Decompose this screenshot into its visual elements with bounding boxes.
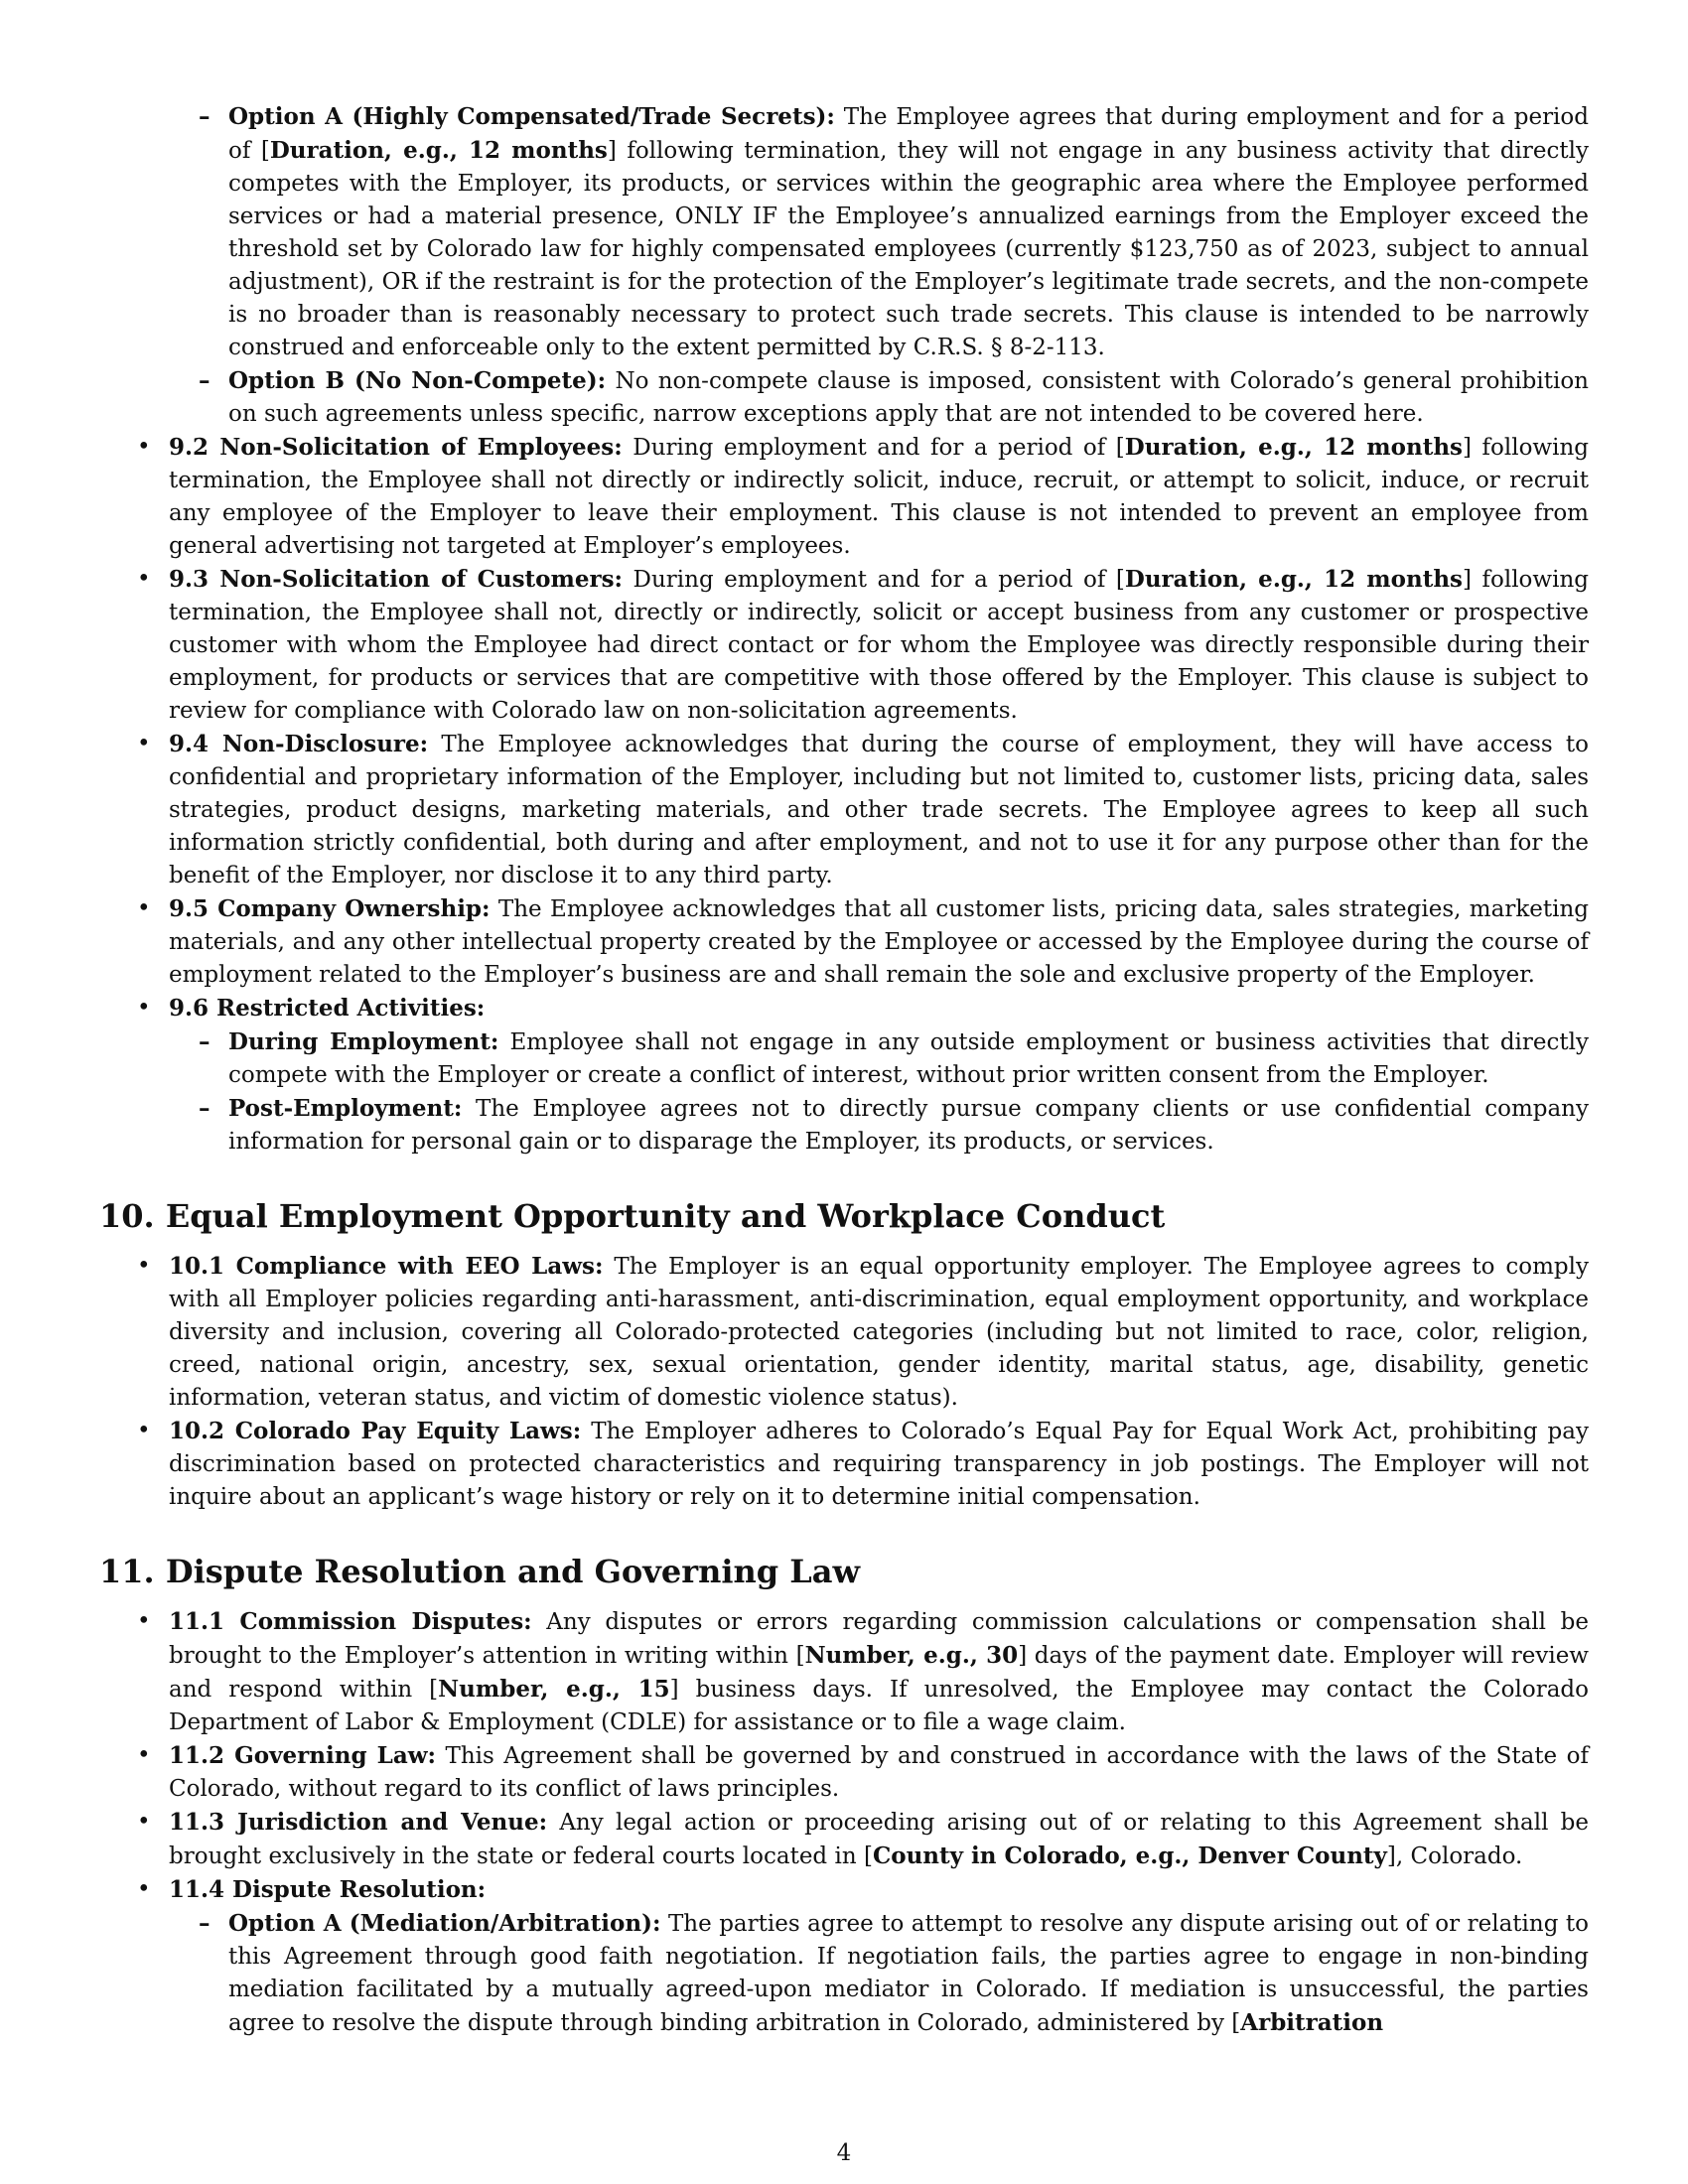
- page-number: 4: [836, 2140, 852, 2166]
- option-a-label: Option A (Highly Compensated/Trade Secrets):: [228, 103, 835, 130]
- during-employment-item: – During Employment: Employee shall not engage in any outside employment or business activities that directly compete with the Employer or create a conflict of interest, without prior written consent from the Employer.: [169, 1025, 1589, 1092]
- clause-label: 11.3 Jurisdiction and Venue:: [169, 1809, 548, 1836]
- clause-11-3: • 11.3 Jurisdiction and Venue: Any legal action or proceeding arising out of or relating to this Agreement shall be brought exclusively in the state or federal courts located in [County in Colorado, e.g., Denver County], Colorado.: [99, 1806, 1589, 1873]
- clause-11-4: [99, 1873, 1589, 2040]
- clause-9-2: • 9.2 Non-Solicitation of Employees: During employment and for a period of [Duration, e.g., 12 months] following termination, the Employee shall not directly or indirectly solicit, induce, recruit, or attempt to solicit, induce, or recruit any employee of the Employer to leave their employment. This clause is not intended to prevent an employee from general advertising not targeted at Employer’s employees.: [99, 431, 1589, 563]
- section-11-heading: 11. Dispute Resolution and Governing Law: [99, 1553, 861, 1590]
- clause-9-6: [99, 992, 1589, 1159]
- clause-label: 9.6 Restricted Activities:: [169, 995, 486, 1022]
- clause-label: 9.4 Non-Disclosure:: [169, 731, 429, 757]
- section-11-list: [99, 1605, 1589, 2040]
- option-a-mediation: – Option A (Mediation/Arbitration): The parties agree to attempt to resolve any dispute arising out of or relating to this Agreement through good faith negotiation. If negotiation fails, the parties agree to engage in non-binding mediation facilitated by a mutually agreed-upon mediator in Colorado. If mediation is unsuccessful, the parties agree to resolve the dispute through binding arbitration in Colorado, administered by [Arbitration: [169, 1907, 1589, 2040]
- restricted-activities-list: [169, 1025, 1589, 1159]
- clause-11-1: • 11.1 Commission Disputes: Any disputes or errors regarding commission calculations or compensation shall be brought to the Employer’s attention in writing within [Number, e.g., 30] days of the payment date. Employer will review and respond within [Number, e.g., 15] business days. If unresolved, the Employee may contact the Colorado Department of Labor & Employment (CDLE) for assistance or to file a wage claim.: [99, 1605, 1589, 1739]
- page-content: [99, 100, 1589, 2040]
- clause-label: 11.2 Governing Law:: [169, 1742, 437, 1769]
- post-employment-item: – Post-Employment: The Employee agrees not to directly pursue company clients or use confidential company information for personal gain or to disparage the Employer, its products, or services.: [169, 1092, 1589, 1159]
- clause-label: 9.2 Non-Solicitation of Employees:: [169, 434, 623, 461]
- clause-label: 10.1 Compliance with EEO Laws:: [169, 1253, 604, 1280]
- clause-label: 11.1 Commission Disputes:: [169, 1608, 532, 1635]
- clause-11-2: • 11.2 Governing Law: This Agreement shall be governed by and construed in accordance with the laws of the State of Colorado, without regard to its conflict of laws principles.: [99, 1739, 1589, 1806]
- option-a-noncompete: – Option A (Highly Compensated/Trade Secrets): The Employee agrees that during employment and for a period of [Duration, e.g., 12 months] following termination, they will not engage in any business activity that directly competes with the Employer, its products, or services within the geographic area where the Employee performed services or had a material presence, ONLY IF the Employee’s annualized earnings from the Employer exceed the threshold set by Colorado law for highly compensated employees (currently $123,750 as of 2023, subject to annual adjustment), OR if the restraint is for the protection of the Employer’s legitimate trade secrets, and the non-compete is no broader than is reasonably necessary to protect such trade secrets. This clause is intended to be narrowly construed and enforceable only to the extent permitted by C.R.S. § 8-2-113.: [169, 100, 1589, 364]
- clause-label: 9.3 Non-Solicitation of Customers:: [169, 566, 624, 593]
- clause-9-4: • 9.4 Non-Disclosure: The Employee acknowledges that during the course of employment, they will have access to confidential and proprietary information of the Employer, including but not limited to, customer lists, pricing data, sales strategies, product designs, marketing materials, and other trade secrets. The Employee agrees to keep all such information strictly confidential, both during and after employment, and not to use it for any purpose other than for the benefit of the Employer, nor disclose it to any third party.: [99, 728, 1589, 892]
- dispute-options-list: [169, 1907, 1589, 2040]
- clause-9-3: • 9.3 Non-Solicitation of Customers: During employment and for a period of [Duration, e.g., 12 months] following termination, the Employee shall not, directly or indirectly, solicit or accept business from any customer or prospective customer with whom the Employee had direct contact or for whom the Employee was directly responsible during their employment, for products or services that are competitive with those offered by the Employer. This clause is subject to review for compliance with Colorado law on non-solicitation agreements.: [99, 563, 1589, 728]
- section-10-list: [99, 1250, 1589, 1514]
- clause-label: 9.5 Company Ownership:: [169, 895, 491, 922]
- clause-label: 10.2 Colorado Pay Equity Laws:: [169, 1418, 582, 1444]
- clause-10-2: • 10.2 Colorado Pay Equity Laws: The Employer adheres to Colorado’s Equal Pay for Equal Work Act, prohibiting pay discrimination based on protected characteristics and requiring transparency in job postings. The Employer will not inquire about an applicant’s wage history or rely on it to determine initial compensation.: [99, 1415, 1589, 1514]
- option-b-label: Option B (No Non-Compete):: [228, 367, 607, 394]
- clause-9-5: • 9.5 Company Ownership: The Employee acknowledges that all customer lists, pricing data, sales strategies, marketing materials, and any other intellectual property created by the Employee or accessed by the Employee during the course of employment related to the Employer’s business are and shall remain the sole and exclusive property of the Employer.: [99, 892, 1589, 992]
- section-9-list: [99, 431, 1589, 1159]
- section-10-heading: 10. Equal Employment Opportunity and Workplace Conduct: [99, 1197, 1166, 1235]
- non-compete-options: [169, 100, 1589, 431]
- clause-10-1: • 10.1 Compliance with EEO Laws: The Employer is an equal opportunity employer. The Employee agrees to comply with all Employer policies regarding anti-harassment, anti-discrimination, equal employment opportunity, and workplace diversity and inclusion, covering all Colorado-protected categories (including but not limited to race, color, religion, creed, national origin, ancestry, sex, sexual orientation, gender identity, marital status, age, disability, genetic information, veteran status, and victim of domestic violence status).: [99, 1250, 1589, 1415]
- option-b-noncompete: – Option B (No Non-Compete): No non-compete clause is imposed, consistent with Colorado’s general prohibition on such agreements unless specific, narrow exceptions apply that are not intended to be covered here.: [169, 364, 1589, 431]
- clause-label: 11.4 Dispute Resolution:: [169, 1876, 487, 1903]
